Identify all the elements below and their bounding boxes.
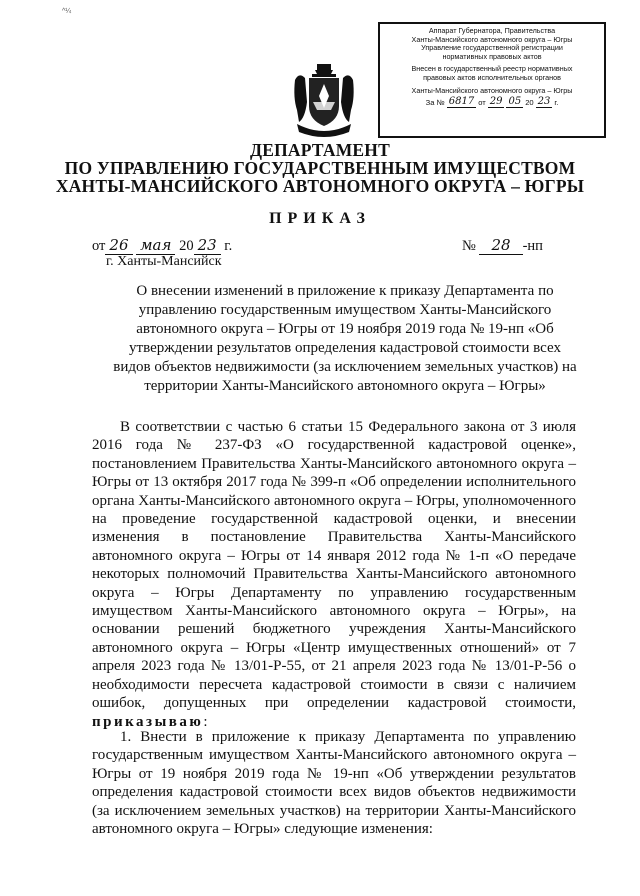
stamp-reg-suffix: г. bbox=[554, 98, 559, 108]
stamp-region-line: Ханты-Мансийского автономного округа – Югры bbox=[411, 85, 573, 95]
department-title-line3: ХАНТЫ-МАНСИЙСКОГО АВТОНОМНОГО ОКРУГА – ЮГРЫ bbox=[55, 176, 585, 196]
order-subject: О внесении изменений в приложение к приказу Департамента по управлению государственным имуществом Ханты-Мансийского автономного округа – Югры от 19 ноября 2019 года № 19-нп «Об утверждении результатов определения кадастровой стоимости всех видов объектов недвижимости (за исключением земельных участков) на территории Ханты-Мансийского автономного округа – Югры» bbox=[113, 283, 577, 394]
department-title-line2: ПО УПРАВЛЕНИЮ ГОСУДАРСТВЕННЫМ ИМУЩЕСТВОМ bbox=[64, 158, 576, 178]
date-prefix: от bbox=[92, 238, 106, 254]
order-title: ПРИКАЗ bbox=[269, 210, 371, 227]
stamp-registration-row bbox=[384, 98, 600, 108]
stamp-reg-day: 29 bbox=[489, 96, 503, 108]
order-number bbox=[462, 236, 543, 255]
stamp-line: Внесен в государственный реестр нормативных bbox=[411, 64, 573, 74]
scan-mark: ^¼ bbox=[62, 8, 72, 15]
item-1-paragraph: 1. Внести в приложение к приказу Департамента по управлению государственным имуществом Ханты-Мансийского автономного округа – Югры от 19 ноября 2019 года № 19-нп «Об утверждении результатов определения кадастровой стоимости всех видов объектов недвижимости (за исключением земельных участков) на территории Ханты-Мансийского автономного округа – Югры» следующие изменения: bbox=[92, 729, 576, 838]
stamp-reg-year-prefix: 20 bbox=[525, 98, 534, 108]
date-year-prefix: 20 bbox=[179, 238, 194, 254]
number-suffix: -нп bbox=[522, 238, 543, 254]
city-name: г. Ханты-Мансийск bbox=[106, 254, 222, 269]
stamp-line: правовых актов исполнительных органов bbox=[423, 72, 561, 82]
order-date bbox=[92, 236, 232, 255]
registration-stamp bbox=[378, 22, 606, 138]
number-prefix: № bbox=[462, 238, 476, 254]
stamp-reg-number: 6817 bbox=[448, 96, 475, 108]
stamp-reg-prefix: За № bbox=[425, 98, 445, 108]
stamp-line: Ханты-Мансийского автономного округа – Югры bbox=[411, 34, 573, 44]
stamp-line: нормативных правовых актов bbox=[442, 51, 542, 61]
preamble-text: В соответствии с частью 6 статьи 15 Федерального закона от 3 июля 2016 года № 237-ФЗ «О государственной кадастровой оценке», постановлением Правительства Ханты-Мансийского автономного округа – Югры от 13 октября 2017 года № 399-п «Об определении исполнительного органа Ханты-Мансийского автономного округа – Югры, уполномоченного на проведение государственной кадастровой оценки, и внесении изменения в постановление Правительства Ханты-Мансийского автономного округа – Югры от 14 января 2012 года № 1-п «О передаче некоторых полномочий Правительства Ханты-Мансийского автономного округа – Югры Департаменту по управлению государственным имуществом Ханты-Мансийского автономного округа – Югры», на основании решений бюджетного учреждения Ханты-Мансийского автономного округа – Югры «Центр имущественных отношений» от 7 апреля 2023 года № 13/01-Р-55, от 21 апреля 2023 года № 13/01-Р-56 о необходимости пересчета кадастровой стоимости в связи с наличием ошибок, допущенных при определении кадастровой стоимости, bbox=[92, 419, 576, 712]
stamp-reg-month: 05 bbox=[508, 96, 522, 108]
coat-of-arms-emblem bbox=[291, 62, 357, 140]
date-suffix: г. bbox=[224, 238, 233, 254]
stamp-reg-from: от bbox=[478, 98, 486, 108]
number-value: 28 bbox=[479, 236, 522, 255]
command-word: приказываю bbox=[92, 713, 204, 730]
preamble-paragraph bbox=[92, 418, 576, 731]
date-year: 23 bbox=[194, 236, 221, 255]
command-colon: : bbox=[203, 713, 208, 730]
department-title-line1: ДЕПАРТАМЕНТ bbox=[250, 140, 390, 160]
stamp-reg-year: 23 bbox=[537, 96, 551, 108]
date-month: мая bbox=[136, 236, 175, 255]
stamp-line: Управление государственной регистрации bbox=[421, 43, 563, 53]
stamp-line: Аппарат Губернатора, Правительства bbox=[428, 26, 556, 35]
date-day: 26 bbox=[105, 236, 132, 255]
